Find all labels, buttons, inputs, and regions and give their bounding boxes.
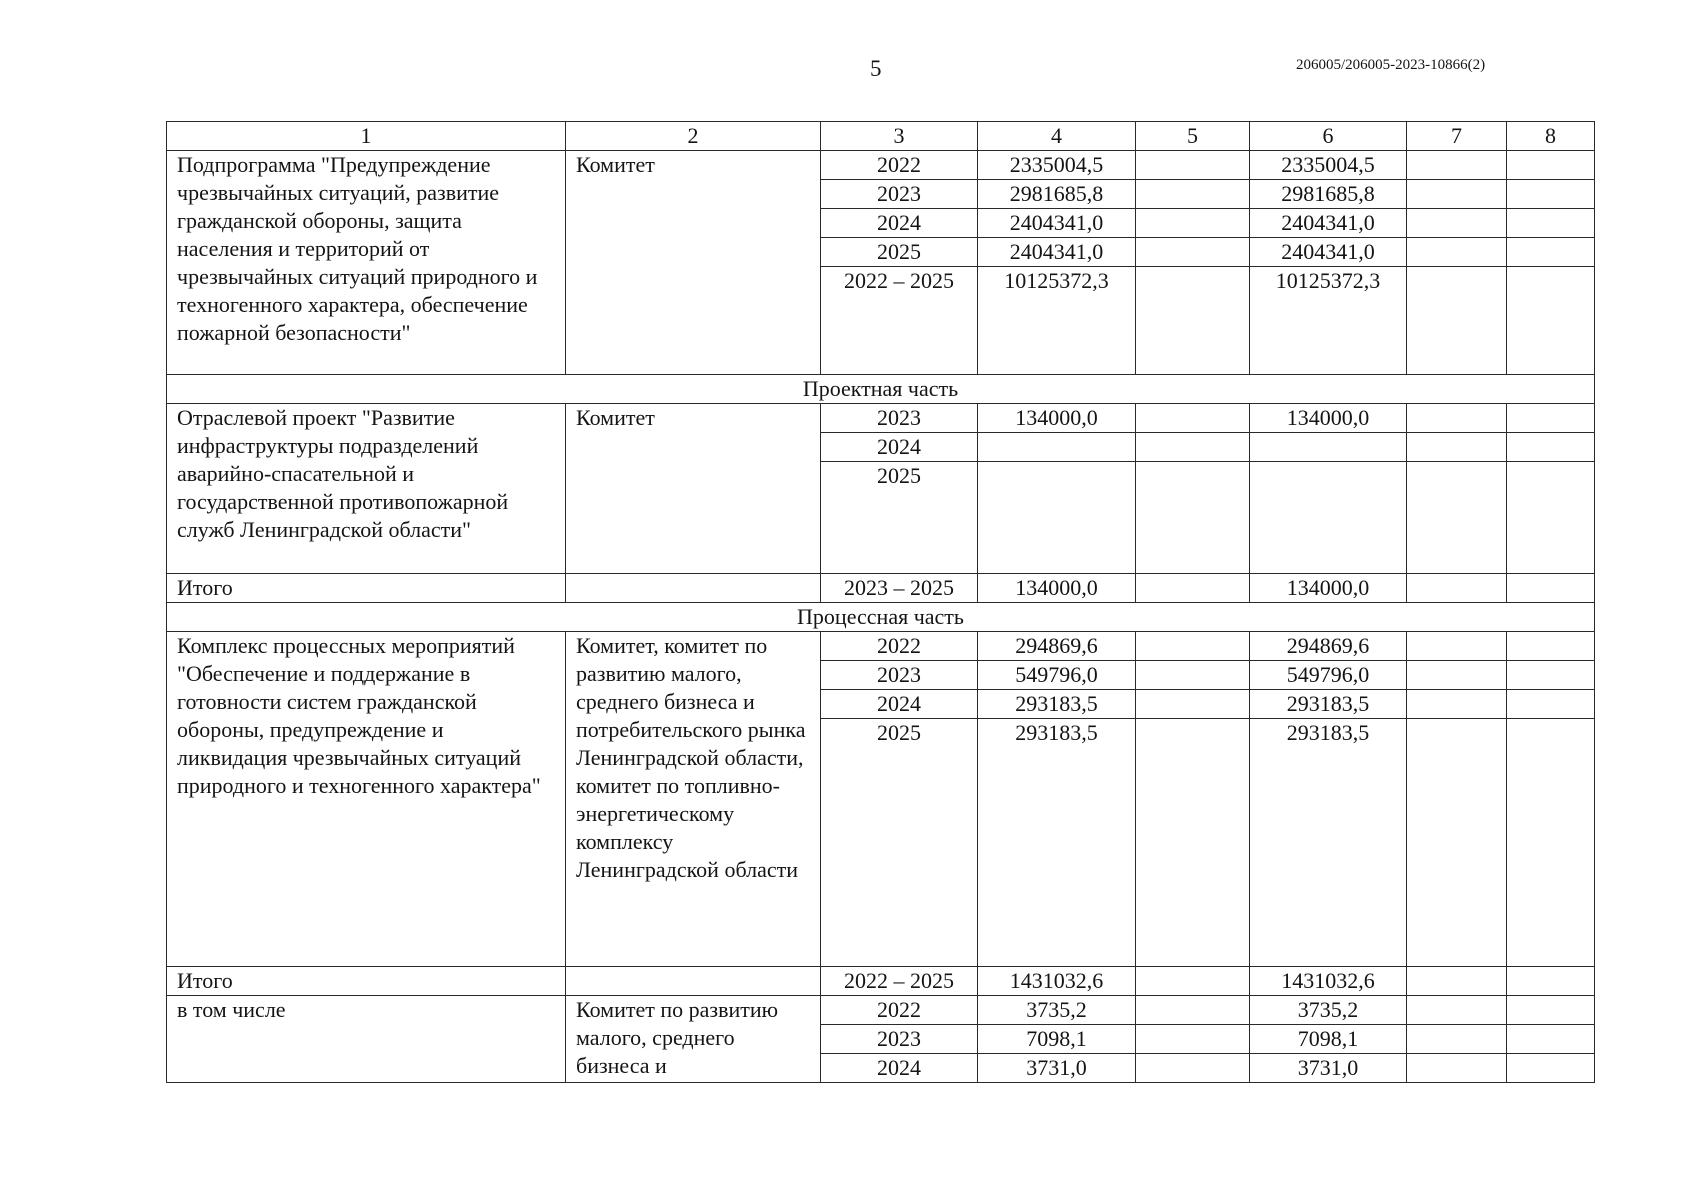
year-cell: 2025	[821, 719, 978, 967]
year-cell: 2022 – 2025	[821, 967, 978, 996]
value-cell: 134000,0	[1250, 574, 1407, 603]
year-cell: 2023	[821, 404, 978, 433]
value-cell	[1407, 1054, 1507, 1083]
value-cell	[1136, 690, 1250, 719]
column-header: 4	[978, 122, 1136, 151]
value-cell	[1507, 690, 1595, 719]
value-cell	[1407, 574, 1507, 603]
year-cell: 2024	[821, 1054, 978, 1083]
value-cell	[1507, 267, 1595, 375]
value-cell	[1407, 719, 1507, 967]
value-cell	[1136, 151, 1250, 180]
column-header: 5	[1136, 122, 1250, 151]
value-cell: 2404341,0	[1250, 209, 1407, 238]
subprogram-name: Подпрограмма "Предупреждение чрезвычайных ситуаций, развитие гражданской обороны, защита населения и территорий от чрезвычайных ситуаций природного и техногенного характера, обеспечение пожарной безопасности"	[167, 151, 566, 375]
value-cell: 3735,2	[978, 996, 1136, 1025]
column-header: 2	[566, 122, 821, 151]
table-row	[167, 632, 1595, 661]
year-cell: 2025	[821, 238, 978, 267]
total-label: Итого	[167, 574, 566, 603]
value-cell: 134000,0	[978, 574, 1136, 603]
value-cell	[1507, 151, 1595, 180]
value-cell	[1407, 661, 1507, 690]
total-row	[167, 967, 1595, 996]
process-complex-name: Комплекс процессных мероприятий "Обеспечение и поддержание в готовности систем гражданской обороны, предупреждение и ликвидация чрезвычайных ситуаций природного и техногенного характера"	[167, 632, 566, 967]
value-cell	[978, 462, 1136, 574]
value-cell	[1507, 574, 1595, 603]
value-cell: 1431032,6	[978, 967, 1136, 996]
year-cell: 2023	[821, 180, 978, 209]
value-cell	[1136, 996, 1250, 1025]
table-row	[167, 151, 1595, 180]
value-cell	[1407, 180, 1507, 209]
value-cell	[1507, 996, 1595, 1025]
section-row	[167, 603, 1595, 632]
value-cell	[1407, 462, 1507, 574]
value-cell: 10125372,3	[1250, 267, 1407, 375]
year-cell: 2022	[821, 151, 978, 180]
value-cell	[1136, 267, 1250, 375]
year-cell: 2024	[821, 209, 978, 238]
section-title: Проектная часть	[167, 375, 1595, 404]
value-cell	[1136, 209, 1250, 238]
column-header: 6	[1250, 122, 1407, 151]
value-cell: 2404341,0	[978, 209, 1136, 238]
value-cell	[1507, 462, 1595, 574]
column-number-row	[167, 122, 1595, 151]
value-cell	[1136, 404, 1250, 433]
financing-table	[166, 121, 1595, 1083]
value-cell	[1407, 996, 1507, 1025]
value-cell	[1136, 238, 1250, 267]
value-cell	[1507, 238, 1595, 267]
value-cell: 2335004,5	[1250, 151, 1407, 180]
section-title: Процессная часть	[167, 603, 1595, 632]
value-cell: 294869,6	[978, 632, 1136, 661]
value-cell: 7098,1	[1250, 1025, 1407, 1054]
column-header: 1	[167, 122, 566, 151]
value-cell	[1507, 719, 1595, 967]
value-cell: 7098,1	[978, 1025, 1136, 1054]
value-cell	[1507, 661, 1595, 690]
value-cell	[1136, 1054, 1250, 1083]
value-cell	[978, 433, 1136, 462]
value-cell	[1250, 433, 1407, 462]
value-cell	[1407, 209, 1507, 238]
value-cell	[1136, 719, 1250, 967]
value-cell	[1407, 690, 1507, 719]
year-cell: 2025	[821, 462, 978, 574]
value-cell	[1250, 462, 1407, 574]
year-cell: 2024	[821, 433, 978, 462]
value-cell	[1407, 151, 1507, 180]
table-row	[167, 404, 1595, 433]
value-cell: 3735,2	[1250, 996, 1407, 1025]
value-cell	[1507, 1054, 1595, 1083]
value-cell: 2335004,5	[978, 151, 1136, 180]
total-label: Итого	[167, 967, 566, 996]
value-cell	[1407, 1025, 1507, 1054]
year-cell: 2023	[821, 1025, 978, 1054]
total-executor	[566, 574, 821, 603]
value-cell	[1136, 433, 1250, 462]
value-cell	[1136, 661, 1250, 690]
value-cell	[1136, 1025, 1250, 1054]
value-cell	[1507, 180, 1595, 209]
value-cell: 293183,5	[978, 719, 1136, 967]
value-cell: 293183,5	[1250, 719, 1407, 967]
table-row	[167, 996, 1595, 1025]
value-cell: 2404341,0	[1250, 238, 1407, 267]
value-cell	[1507, 404, 1595, 433]
value-cell: 549796,0	[978, 661, 1136, 690]
total-row	[167, 574, 1595, 603]
value-cell	[1136, 967, 1250, 996]
document-id: 206005/206005-2023-10866(2)	[1296, 57, 1486, 73]
value-cell: 1431032,6	[1250, 967, 1407, 996]
year-cell: 2022	[821, 632, 978, 661]
value-cell: 134000,0	[1250, 404, 1407, 433]
column-header: 3	[821, 122, 978, 151]
value-cell	[1407, 267, 1507, 375]
value-cell	[1407, 433, 1507, 462]
year-cell: 2022	[821, 996, 978, 1025]
value-cell	[1407, 632, 1507, 661]
column-header: 7	[1407, 122, 1507, 151]
value-cell: 2981685,8	[978, 180, 1136, 209]
value-cell	[1136, 632, 1250, 661]
process-complex-executor: Комитет, комитет по развитию малого, среднего бизнеса и потребительского рынка Ленинградской области, комитет по топливно-энергетическому комплексу Ленинградской области	[566, 632, 821, 967]
value-cell: 10125372,3	[978, 267, 1136, 375]
value-cell: 294869,6	[1250, 632, 1407, 661]
project-executor: Комитет	[566, 404, 821, 574]
value-cell	[1507, 433, 1595, 462]
year-cell: 2024	[821, 690, 978, 719]
subprogram-executor: Комитет	[566, 151, 821, 375]
value-cell: 549796,0	[1250, 661, 1407, 690]
value-cell	[1407, 967, 1507, 996]
total-executor	[566, 967, 821, 996]
value-cell	[1507, 632, 1595, 661]
project-name: Отраслевой проект "Развитие инфраструктуры подразделений аварийно-спасательной и государственной противопожарной служб Ленинградской области"	[167, 404, 566, 574]
including-label: в том числе	[167, 996, 566, 1083]
value-cell: 293183,5	[1250, 690, 1407, 719]
value-cell	[1507, 1025, 1595, 1054]
value-cell	[1507, 209, 1595, 238]
value-cell	[1136, 180, 1250, 209]
value-cell	[1507, 967, 1595, 996]
value-cell	[1136, 462, 1250, 574]
value-cell: 3731,0	[1250, 1054, 1407, 1083]
year-cell: 2023	[821, 661, 978, 690]
section-row	[167, 375, 1595, 404]
value-cell	[1407, 238, 1507, 267]
value-cell: 134000,0	[978, 404, 1136, 433]
value-cell: 2981685,8	[1250, 180, 1407, 209]
value-cell: 2404341,0	[978, 238, 1136, 267]
page-number: 5	[870, 56, 882, 81]
including-executor: Комитет по развитию малого, среднего бизнеса и	[566, 996, 821, 1083]
column-header: 8	[1507, 122, 1595, 151]
year-cell: 2022 – 2025	[821, 267, 978, 375]
value-cell	[1407, 404, 1507, 433]
value-cell: 3731,0	[978, 1054, 1136, 1083]
value-cell	[1136, 574, 1250, 603]
year-cell: 2023 – 2025	[821, 574, 978, 603]
value-cell: 293183,5	[978, 690, 1136, 719]
